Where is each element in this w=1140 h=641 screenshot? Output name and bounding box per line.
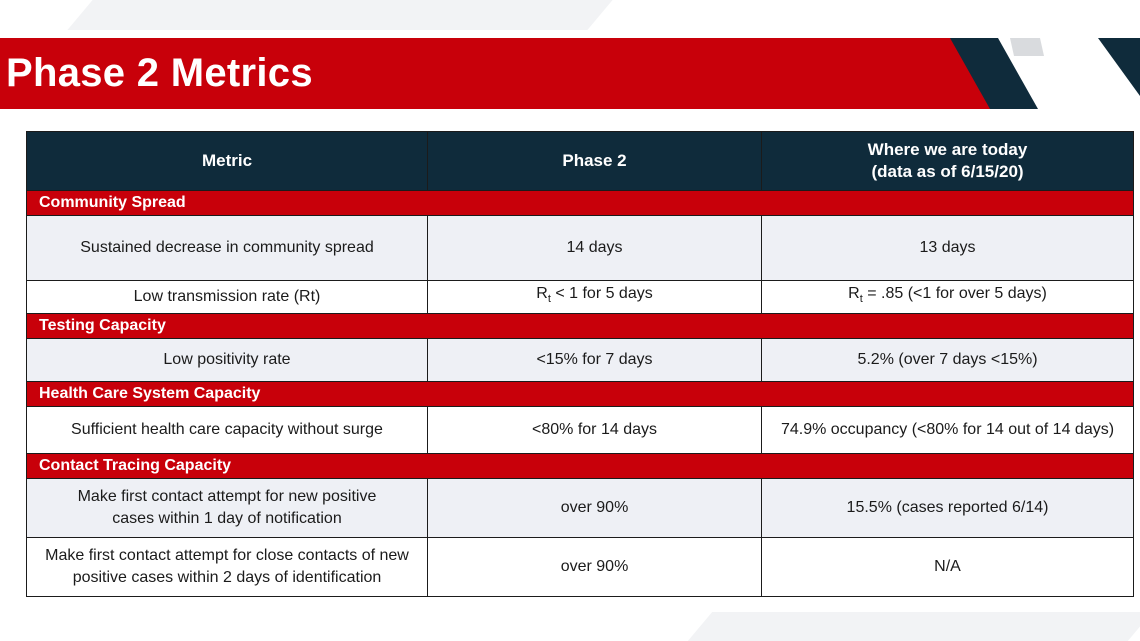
header-phase: Phase 2 [428, 132, 762, 191]
section-healthcare-label: Health Care System Capacity [27, 382, 1134, 407]
rt-symbol: R [848, 285, 860, 303]
metric-cell: Sufficient health care capacity without surge [27, 407, 428, 454]
metric-cell [27, 479, 428, 538]
metric-line2: positive cases within 2 days of identification [72, 569, 382, 586]
section-tracing-label: Contact Tracing Capacity [27, 454, 1134, 479]
rt-symbol: R [536, 285, 548, 303]
table-row [27, 538, 1134, 597]
background-stripe-bottom [688, 612, 1140, 641]
metric-cell [27, 538, 428, 597]
metric-cell: Low transmission rate (Rt) [27, 281, 428, 314]
today-cell [762, 281, 1134, 314]
metric-line1: Make first contact attempt for new positive [77, 488, 377, 505]
table-row [27, 479, 1134, 538]
section-row-tracing [27, 454, 1134, 479]
table-row [27, 339, 1134, 382]
phase-cell: <80% for 14 days [428, 407, 762, 454]
section-row-testing [27, 314, 1134, 339]
table-header-row [27, 132, 1134, 191]
today-cell: 13 days [762, 216, 1134, 281]
header-today [762, 132, 1134, 191]
header-today-line1: Where we are today [867, 140, 1028, 159]
phase-cell [428, 281, 762, 314]
metrics-table [26, 131, 1134, 597]
header-navy-slash-right [1098, 38, 1140, 109]
phase-cell: over 90% [428, 538, 762, 597]
table-row [27, 216, 1134, 281]
rt-subscript: t [859, 293, 863, 306]
today-cell: 5.2% (over 7 days <15%) [762, 339, 1134, 382]
section-testing-label: Testing Capacity [27, 314, 1134, 339]
metric-line2: cases within 1 day of notification [112, 510, 342, 527]
page-title: Phase 2 Metrics [6, 51, 313, 95]
section-row-community [27, 191, 1134, 216]
table-row [27, 281, 1134, 314]
header-metric: Metric [27, 132, 428, 191]
rt-subscript: t [547, 293, 551, 306]
background-stripe-top [67, 0, 612, 30]
metric-cell: Sustained decrease in community spread [27, 216, 428, 281]
header-today-line2: (data as of 6/15/20) [871, 162, 1024, 181]
table-row [27, 407, 1134, 454]
phase-cell: <15% for 7 days [428, 339, 762, 382]
today-cell: N/A [762, 538, 1134, 597]
section-community-label: Community Spread [27, 191, 1134, 216]
phase-cell: 14 days [428, 216, 762, 281]
metric-line1: Make first contact attempt for close contacts of new [45, 547, 409, 564]
phase-value: < 1 for 5 days [550, 285, 653, 303]
phase-cell: over 90% [428, 479, 762, 538]
section-row-healthcare [27, 382, 1134, 407]
today-cell: 74.9% occupancy (<80% for 14 out of 14 days) [762, 407, 1134, 454]
today-cell: 15.5% (cases reported 6/14) [762, 479, 1134, 538]
today-value: = .85 (<1 for over 5 days) [862, 285, 1047, 303]
metric-cell: Low positivity rate [27, 339, 428, 382]
